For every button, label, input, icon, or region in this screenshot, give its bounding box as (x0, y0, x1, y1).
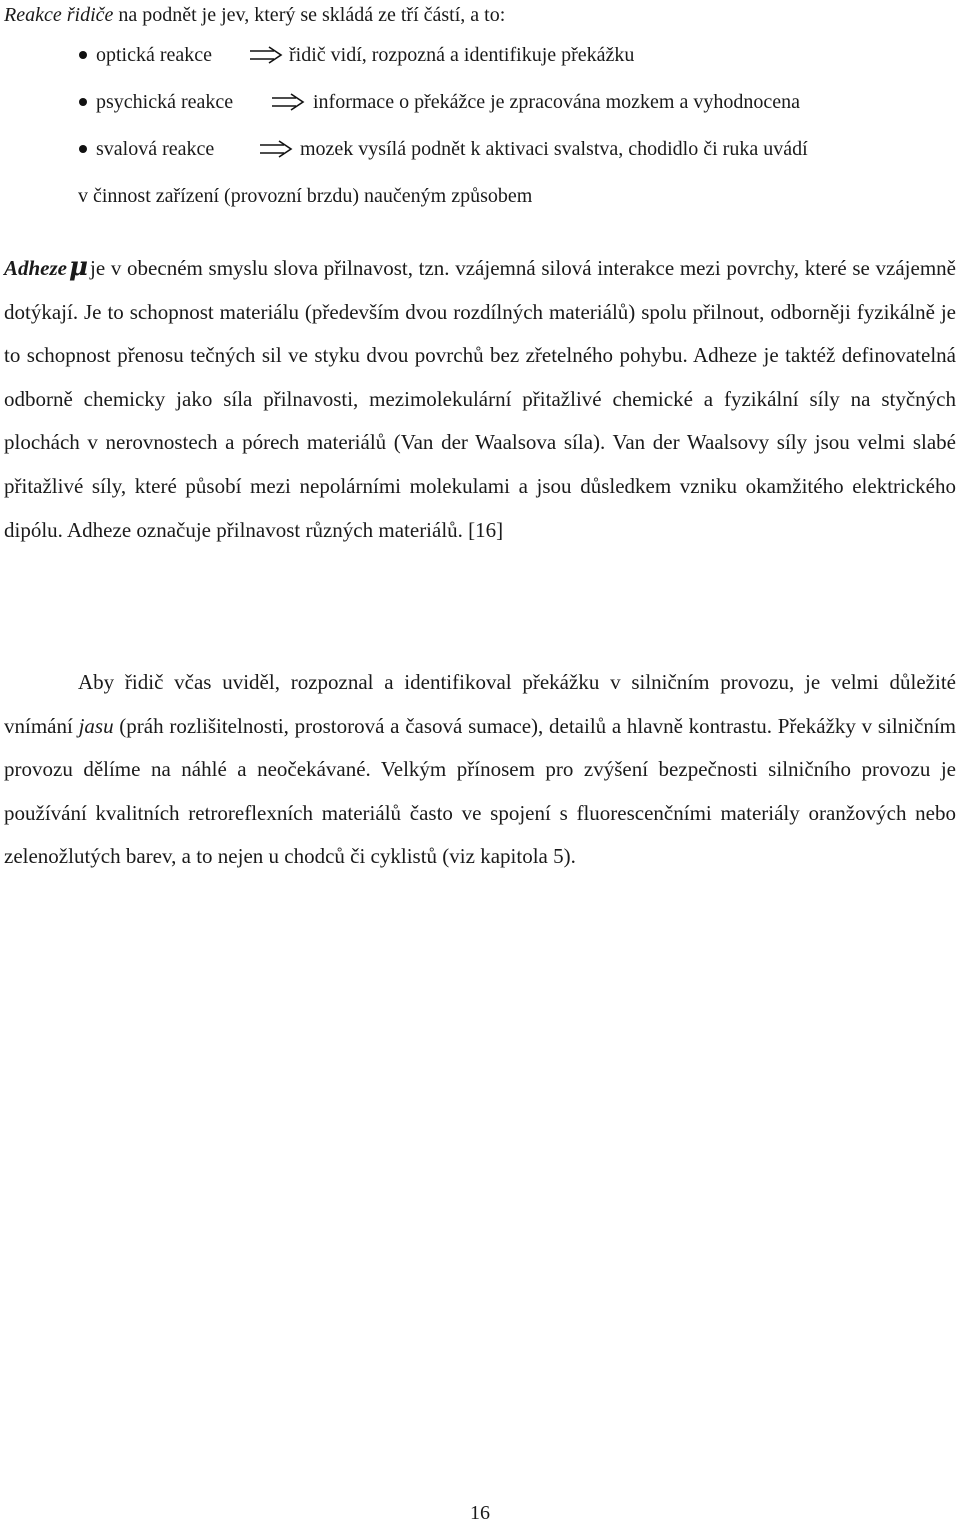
list-item-lead: svalová reakce (96, 138, 215, 160)
implies-arrow-icon (270, 93, 306, 111)
list-item (0, 87, 960, 117)
list-item-lead: optická reakce (96, 44, 213, 66)
bullet-dot-icon (79, 98, 87, 106)
list-item (0, 40, 960, 70)
list-item (0, 134, 960, 164)
implies-arrow-icon (248, 46, 284, 64)
bullet-dot-icon (79, 51, 87, 59)
perception-emphasis: jasu (78, 713, 114, 738)
bullet-dot-icon (79, 145, 87, 153)
adhesion-term: Adheze (4, 256, 67, 280)
reaction-list (0, 40, 960, 181)
list-item-lead: psychická reakce (96, 91, 234, 113)
intro-term: Reakce řidiče (4, 4, 114, 26)
intro-text: na podnět je jev, který se skládá ze tří částí, a to: (113, 4, 506, 26)
adhesion-text: je v obecném smyslu slova přilnavost, tzn. vzájemná silová interakce mezi povrchy, které se vzájemně dotýkají. Je to schopnost materiálu (především dvou rozdílných materiálů) spolu přilnout, odborněji fyzikálně je to schopnost přenosu tečných sil ve styku dvou povrchů bez zřetelného pohybu. Adheze je taktéž definovatelná odborně chemicky jako síla přilnavosti, mezimolekulární přitažlivé chemické a fyzikální síly na styčných plochách v nerovnostech a pórech materiálů (Van der Waalsova síla). Van der Waalsovy síly jsou velmi slabé přitažlivé síly, které působí mezi nepolárními molekulami a jsou důsledkem vzniku okamžitého elektrického dipólu. Adheze označuje přilnavost různých materiálů. [16] (4, 256, 956, 542)
intro-line (4, 0, 505, 30)
adhesion-paragraph (4, 246, 956, 552)
list-item-result: mozek vysílá podnět k aktivaci svalstva, chodidlo či ruka uvádí (300, 138, 808, 160)
page-number: 16 (470, 1502, 490, 1524)
mu-symbol: μ (69, 252, 89, 282)
list-item-result: informace o překážce je zpracována mozkem a vyhodnocena (313, 91, 800, 113)
perception-text-before: Aby řidič včas uviděl, rozpoznal a identifikoval překážku v silničním provozu, je velmi důležité vnímání (4, 670, 956, 738)
list-item-continuation: v činnost zařízení (provozní brzdu) naučeným způsobem (78, 185, 533, 207)
perception-text-after: (práh rozlišitelnosti, prostorová a časová sumace), detailů a hlavně kontrastu. Překážky v silničním provozu dělíme na náhlé a neočekávané. Velkým přínosem pro zvýšení bezpečnosti silničního provozu je používání kvalitních retroreflexních materiálů často ve spojení s fluorescenčními materiály oranžových nebo zelenožlutých barev, a to nejen u chodců či cyklistů (viz kapitola 5). (4, 713, 957, 869)
perception-paragraph (4, 661, 956, 879)
list-item-result: řidič vidí, rozpozná a identifikuje překážku (289, 44, 635, 66)
implies-arrow-icon (258, 140, 294, 158)
